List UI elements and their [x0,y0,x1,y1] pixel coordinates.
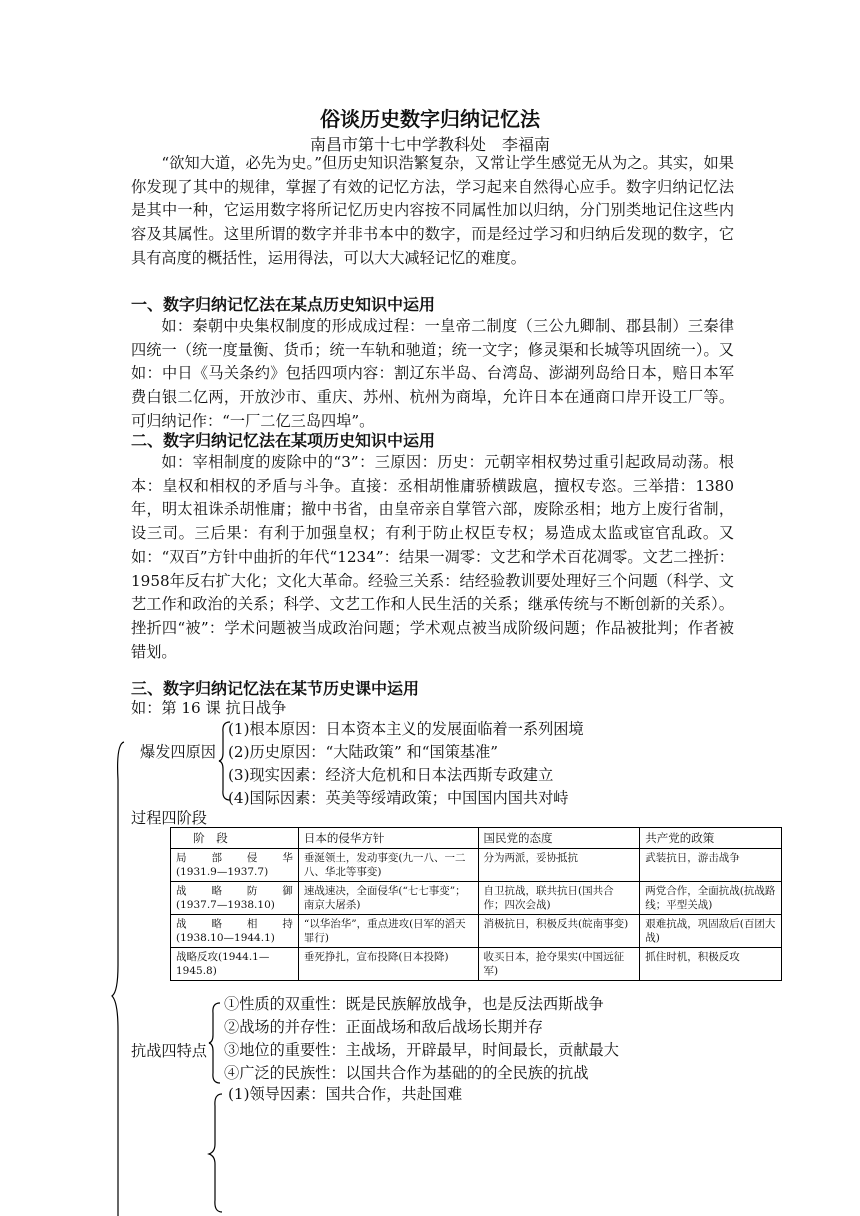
feature-item: ①性质的双重性：既是民族解放战争，也是反法西斯战争 [224,995,604,1013]
stage-period: (1938.10—1944.1) [176,932,275,944]
intro-paragraph: “欲知大道，必先为史。”但历史知识浩繁复杂，又常让学生感觉无从为之。其实，如果你发现了其中的规律，掌握了有效的记忆方法，学习起来自然得心应手。数字归纳记忆法是其中一种，它运用数字将所记忆历史内容按不同属性加以归纳，分门别类地记住这些内容及其属性。这里所谓的数字并非书本中的数字，而是经过学习和归纳后发现的数字，它具有高度的概括性，运用得法，可以大大减轻记忆的难度。 [131,154,734,267]
section-3-heading: 三、数字归纳记忆法在某节历史课中运用 [131,679,420,698]
cause-item: (3)现实因素：经济大危机和日本法西斯专政建立 [228,766,554,784]
cpc-cell: 抓住时机，积极反攻 [640,948,782,981]
table-row [171,948,782,981]
stage-cell [171,849,299,882]
kmt-cell: 消极抗日，积极反共(皖南事变) [478,915,640,948]
section-1-body: 如：秦朝中央集权制度的形成成过程：一皇帝二制度（三公九卿制、郡县制）三秦律四统一（统一度量衡、货币；统一车轨和驰道；统一文字；修灵渠和长城等巩固统一）。又如：中日《马关条约》包括四项内容：割辽东半岛、台湾岛、澎湖列岛给日本，赔日本军费白银二亿两，开放沙市、重庆、苏州、杭州为商埠，允许日本在通商口岸开设工厂等。可归纳记作：“一厂二亿三岛四埠”。 [131,317,734,430]
kmt-cell: 收买日本，抢夺果实(中国远征军) [478,948,640,981]
feature-item: ②战场的并存性：正面战场和敌后战场长期并存 [224,1018,543,1036]
stage-period: 1945.8) [176,965,217,977]
table-header-row [171,828,782,849]
stage-name: 局部侵华 [176,852,293,864]
header-cpc: 共产党的政策 [640,828,782,849]
section-2-body: 如：宰相制度的废除中的“3”：三原因：历史：元朝宰相权势过重引起政局动荡。根本：皇权和相权的矛盾与斗争。直接：丞相胡惟庸骄横跋扈，擅权专恣。三举措：1380年，明太祖诛杀胡惟庸；撤中书省，由皇帝亲自掌管六部，废除丞相；地方上废行省制，设三司。三后果：有利于加强皇权；有利于防止权臣专权；易造成太监或宦官乱政。又如：“双百”方针中曲折的年代“1234”：结果一凋零：文艺和学术百花凋零。文艺二挫折：1958年反右扩大化；文化大革命。经验三关系：结经验教训要处理好三个问题（科学、文艺工作和政治的关系；科学、文艺工作和人民生活的关系；继承传统与不断创新的关系）。挫折四“被”：学术问题被当成政治问题；学术观点被当成阶级问题；作品被批判；作者被错划。 [131,453,734,661]
stage-period: (1937.7—1938.10) [176,899,275,911]
cause-item: (1)根本原因：日本资本主义的发展面临着一系列困境 [228,720,584,738]
stage-cell [171,915,299,948]
lesson-intro: 如：第 16 课 抗日战争 [131,699,287,717]
stage-name: 战略相持 [176,918,293,930]
author-line: 南昌市第十七中学教科处 李福南 [309,135,550,154]
table-row [171,882,782,915]
stage-name: 战略防御 [176,885,293,897]
cause-item: (4)国际因素：英美等绥靖政策；中国国内国共对峙 [228,789,569,807]
japan-cell: 垂死挣扎，宣布投降(日本投降) [298,948,478,981]
feature-item: ③地位的重要性：主战场，开辟最早，时间最长，贡献最大 [224,1041,619,1059]
kmt-cell: 分为两派，妥协抵抗 [478,849,640,882]
page-title: 俗谈历史数字归纳记忆法 [320,107,540,131]
feature-item: ④广泛的民族性：以国共合作为基础的的全民族的抗战 [224,1064,589,1082]
table-row [171,915,782,948]
japan-cell: “以华治华”，重点进攻(日军的滔天罪行) [298,915,478,948]
stage-cell [171,882,299,915]
header-stage: 阶 段 [171,828,299,849]
cpc-cell: 两党合作，全面抗战(抗战路线；平型关战) [640,882,782,915]
features-brace [208,1001,222,1085]
japan-cell: 垂涎领土，发动事变(九一八、一二八、华北等事变) [298,849,478,882]
causes-label: 爆发四原因 [140,743,216,761]
kmt-cell: 自卫抗战，联共抗日(国共合作；四次会战) [478,882,640,915]
features-label: 抗战四特点 [131,1042,207,1060]
section-1-heading: 一、数字归纳记忆法在某点历史知识中运用 [131,295,436,314]
table-row [171,849,782,882]
stage-period: (1931.9—1937.7) [176,866,269,878]
victory-brace [208,1092,224,1216]
stages-label: 过程四阶段 [131,809,207,827]
stage-name: 战略反攻(1944.1— [176,951,270,963]
cause-item: (2)历史原因：“大陆政策” 和“国策基准” [228,743,499,761]
header-japan: 日本的侵华方针 [298,828,478,849]
japan-cell: 速战速决，全面侵华(“七七事变”；南京大屠杀) [298,882,478,915]
section-2-heading: 二、数字归纳记忆法在某项历史知识中运用 [131,431,436,450]
stages-table [170,827,782,981]
victory-item: (1)领导因素：国共合作，共赴国难 [228,1085,463,1103]
header-kmt: 国民党的态度 [478,828,640,849]
cpc-cell: 艰难抗战，巩固敌后(百团大战) [640,915,782,948]
cpc-cell: 武装抗日，游击战争 [640,849,782,882]
stage-cell [171,948,299,981]
outer-brace [110,740,130,1216]
